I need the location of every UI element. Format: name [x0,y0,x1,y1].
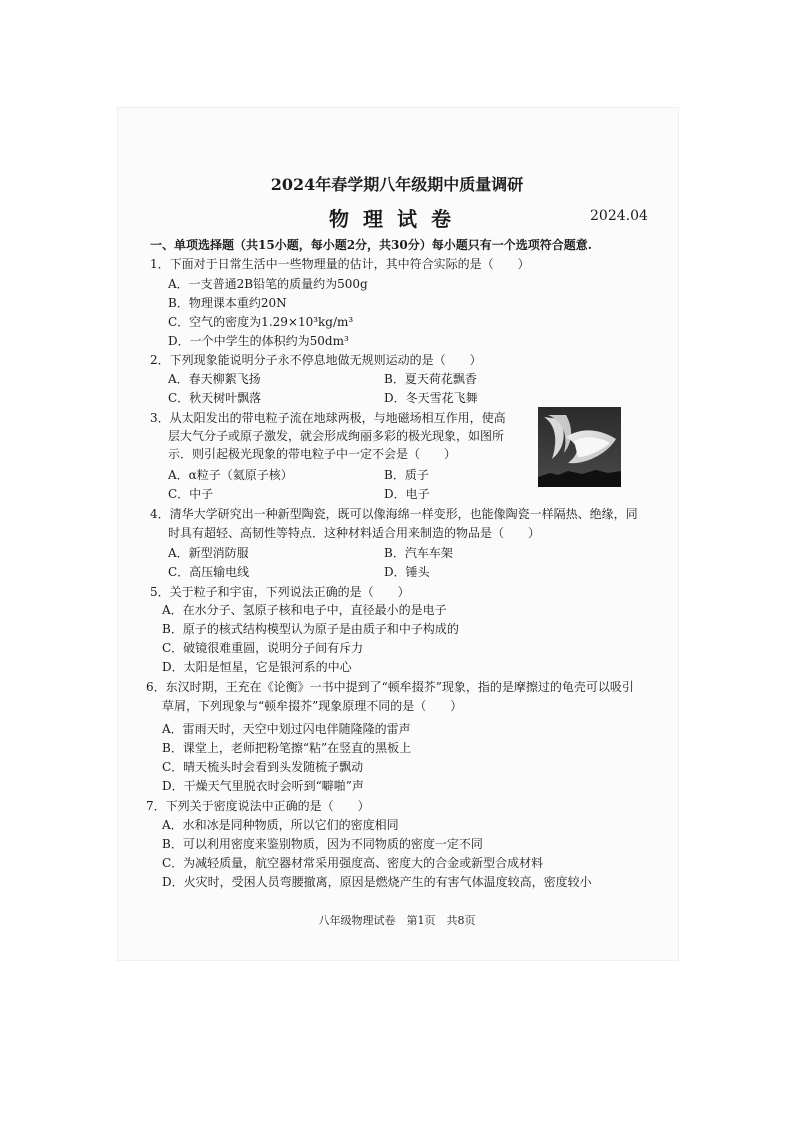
question-5-stem: 5．关于粒子和宇宙，下列说法正确的是（ ） [150,585,410,599]
question-6-stem-2: 草屑，下列现象与“顿牟掇芥”现象原理不同的是（ ） [162,699,463,713]
question-2-option-d: D．冬天雪花飞舞 [384,391,478,405]
question-1-option-b: B．物理课本重约20N [168,296,287,310]
question-5-option-a: A．在水分子、氢原子核和电子中，直径最小的是电子 [162,603,447,617]
aurora-photo-graphic [538,407,621,487]
question-6-stem-1: 6．东汉时期，王充在《论衡》一书中提到了“顿牟掇芥”现象，指的是摩擦过的龟壳可以吸引 [146,680,634,694]
question-7-option-d: D．火灾时，受困人员弯腰撤离，原因是燃烧产生的有害气体温度较高，密度较小 [162,875,592,889]
question-1-option-a: A．一支普通2B铅笔的质量约为500g [168,277,368,291]
question-4-option-c: C．高压输电线 [168,565,250,579]
question-3-stem-2: 层大气分子或原子激发，就会形成绚丽多彩的极光现象，如图所 [168,429,505,443]
question-3-stem-1: 3．从太阳发出的带电粒子流在地球两极，与地磁场相互作用，使高 [150,411,506,425]
question-4-stem-1: 4．清华大学研究出一种新型陶瓷，既可以像海绵一样变形，也能像陶瓷一样隔热、绝缘，同 [150,507,638,521]
question-6-option-c: C．晴天梳头时会看到头发随梳子飘动 [162,760,364,774]
question-1-stem: 1．下面对于日常生活中一些物理量的估计，其中符合实际的是（ ） [150,257,530,271]
question-7-option-c: C．为减轻质量，航空器材常采用强度高、密度大的合金或新型合成材料 [162,856,544,870]
question-2-option-a: A．春天柳絮飞扬 [168,372,261,386]
question-3-stem-3: 示．则引起极光现象的带电粒子中一定不会是（ ） [168,447,457,461]
question-4-option-d: D．锤头 [384,565,430,579]
page-footer: 八年级物理试卷 第1页 共8页 [318,914,476,927]
question-3-option-c: C．中子 [168,487,214,501]
question-6-option-d: D．干燥天气里脱衣时会听到“噼啪”声 [162,779,364,793]
subject-title: 物理试卷 [329,207,465,231]
question-3-option-b: B．质子 [384,468,429,482]
question-5-option-d: D．太阳是恒星，它是银河系的中心 [162,660,352,674]
question-7-option-a: A．水和冰是同种物质，所以它们的密度相同 [162,818,399,832]
question-5-option-b: B．原子的核式结构模型认为原子是由质子和中子构成的 [162,622,459,636]
exam-date: 2024.04 [590,208,648,224]
question-4-option-a: A．新型消防服 [168,546,249,560]
question-3-option-a: A．α粒子（氦原子核） [168,468,293,482]
question-2-option-b: B．夏天荷花飘香 [384,372,477,386]
question-4-stem-2: 时具有超轻、高韧性等特点．这种材料适合用来制造的物品是（ ） [168,526,541,540]
exam-title: 2024年春学期八年级期中质量调研 [270,175,524,194]
question-5-option-c: C．破镜很难重圆，说明分子间有斥力 [162,641,364,655]
question-2-option-c: C．秋天树叶飘落 [168,391,262,405]
question-7-option-b: B．可以利用密度来鉴别物质，因为不同物质的密度一定不同 [162,837,483,851]
question-3-option-d: D．电子 [384,487,430,501]
question-6-option-b: B．课堂上，老师把粉笔擦“粘”在竖直的黑板上 [162,741,412,755]
question-2-stem: 2．下列现象能说明分子永不停息地做无规则运动的是（ ） [150,353,482,367]
question-1-option-d: D．一个中学生的体积约为50dm³ [168,334,349,348]
question-6-option-a: A．雷雨天时，天空中划过闪电伴随隆隆的雷声 [162,722,411,736]
section-heading: 一、单项选择题（共15小题，每小题2分，共30分）每小题只有一个选项符合题意. [150,238,592,252]
question-7-stem: 7．下列关于密度说法中正确的是（ ） [146,799,370,813]
question-4-option-b: B．汽车车架 [384,546,453,560]
aurora-photo [538,407,621,487]
question-1-option-c: C．空气的密度为1.29×10³kg/m³ [168,315,354,329]
